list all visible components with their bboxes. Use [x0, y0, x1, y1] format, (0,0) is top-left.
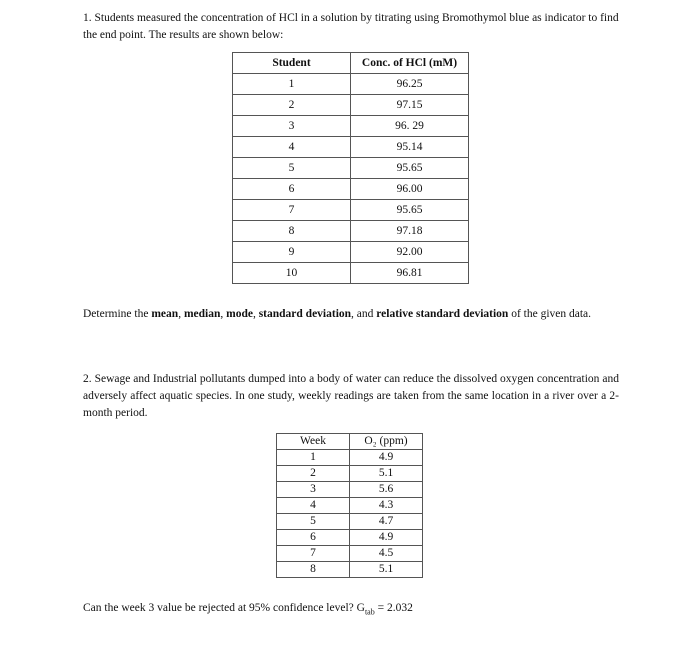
table-row: [233, 95, 469, 116]
value-cell: 96.00: [351, 179, 469, 200]
index-cell: 3: [233, 116, 351, 137]
student-header: Student: [233, 53, 351, 74]
index-cell: 2: [277, 466, 350, 482]
value-cell: 5.1: [350, 466, 423, 482]
table-row: [277, 514, 423, 530]
value-cell: 4.9: [350, 530, 423, 546]
value-cell: 92.00: [351, 242, 469, 263]
o2-header: O₂ (ppm): [350, 434, 423, 450]
table-header-row: [277, 434, 423, 450]
table-row: [277, 562, 423, 578]
index-cell: 7: [277, 546, 350, 562]
value-cell: 96. 29: [351, 116, 469, 137]
index-cell: 1: [233, 74, 351, 95]
table-row: [277, 530, 423, 546]
index-cell: 9: [233, 242, 351, 263]
term-mode: mode: [226, 308, 253, 320]
value-cell: 5.1: [350, 562, 423, 578]
g-subscript: tab: [364, 607, 375, 617]
index-cell: 8: [233, 221, 351, 242]
value-cell: 4.3: [350, 498, 423, 514]
oxygen-table-body: [277, 450, 423, 578]
term-mean: mean: [151, 308, 179, 320]
table-row: [277, 482, 423, 498]
term-median: median: [183, 308, 221, 320]
instruction-sep: , and: [351, 308, 377, 320]
index-cell: 2: [233, 95, 351, 116]
term-rsd: relative standard deviation: [376, 308, 509, 320]
table-row: [233, 200, 469, 221]
question-post: = 2.032: [374, 602, 413, 614]
table-row: [233, 137, 469, 158]
instruction-post: of the given data.: [508, 308, 592, 320]
hcl-table: [232, 52, 469, 284]
term-std: standard deviation: [258, 308, 352, 320]
instruction-sep: ,: [220, 308, 227, 320]
value-cell: 95.14: [351, 137, 469, 158]
value-cell: 95.65: [351, 200, 469, 221]
index-cell: 8: [277, 562, 350, 578]
table-row: [277, 466, 423, 482]
table-row: [233, 179, 469, 200]
q1-text: 1. Students measured the concentration of HCl in a solution by titrating using Bromothymol blue as indicator to find the end point. The results are shown below:: [83, 12, 619, 41]
table-header-row: [233, 53, 469, 74]
value-cell: 95.65: [351, 158, 469, 179]
value-cell: 4.9: [350, 450, 423, 466]
index-cell: 7: [233, 200, 351, 221]
table-row: [277, 498, 423, 514]
index-cell: 4: [277, 498, 350, 514]
index-cell: 5: [277, 514, 350, 530]
hcl-table-body: [233, 74, 469, 284]
index-cell: 6: [277, 530, 350, 546]
table-row: [277, 450, 423, 466]
oxygen-table: [276, 433, 423, 578]
value-cell: 96.81: [351, 263, 469, 284]
table-row: [277, 546, 423, 562]
q2-question: [83, 600, 623, 620]
index-cell: 4: [233, 137, 351, 158]
instruction-sep: ,: [252, 308, 259, 320]
index-cell: 1: [277, 450, 350, 466]
value-cell: 97.15: [351, 95, 469, 116]
q1-instruction: [83, 306, 618, 323]
value-cell: 5.6: [350, 482, 423, 498]
value-cell: 4.7: [350, 514, 423, 530]
conc-header: Conc. of HCl (mM): [351, 53, 469, 74]
index-cell: 6: [233, 179, 351, 200]
value-cell: 4.5: [350, 546, 423, 562]
question-pre: Can the week 3 value be rejected at 95% confidence level? G: [83, 602, 365, 614]
week-header: Week: [277, 434, 350, 450]
instruction-pre: Determine the: [83, 308, 152, 320]
value-cell: 96.25: [351, 74, 469, 95]
table-row: [233, 242, 469, 263]
table-row: [233, 74, 469, 95]
table-row: [233, 158, 469, 179]
table-row: [233, 221, 469, 242]
index-cell: 3: [277, 482, 350, 498]
q2-text: 2. Sewage and Industrial pollutants dumped into a body of water can reduce the dissolved oxygen concentration and adversely affect aquatic species. In one study, weekly readings are taken from the same location in a river over a 2-month period.: [83, 373, 619, 419]
table-row: [233, 263, 469, 284]
instruction-sep: ,: [178, 308, 184, 320]
index-cell: 5: [233, 158, 351, 179]
index-cell: 10: [233, 263, 351, 284]
value-cell: 97.18: [351, 221, 469, 242]
table-row: [233, 116, 469, 137]
